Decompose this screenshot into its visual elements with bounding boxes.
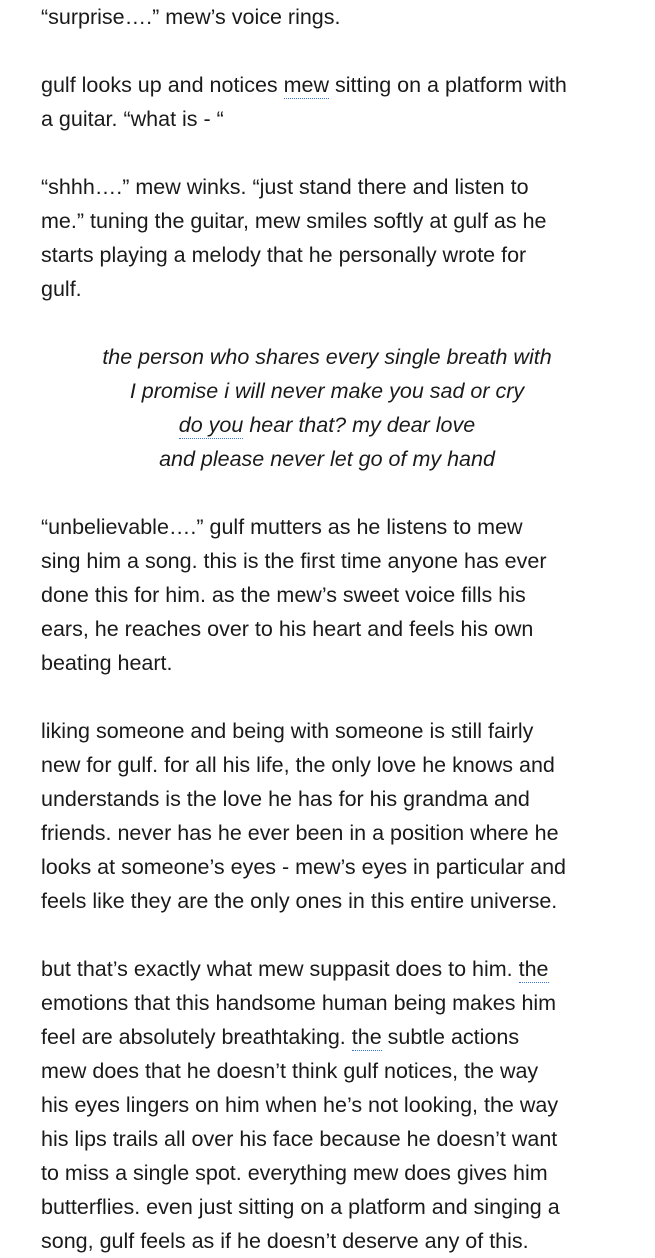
lyric-line: [41, 374, 613, 408]
text-line: [41, 884, 627, 918]
text-line: [41, 816, 627, 850]
text-segment: feel are absolutely breathtaking.: [41, 1025, 352, 1049]
text-segment: done this for him. as the mew’s sweet voice fills his: [41, 583, 526, 607]
text-segment: hear that? my dear love: [243, 413, 476, 437]
text-segment: and please never let go of my hand: [159, 447, 495, 471]
text-segment: subtle actions: [381, 1025, 520, 1049]
text-line: [41, 578, 627, 612]
text-segment: butterflies. even just sitting on a platform and singing a: [41, 1195, 560, 1219]
story-paragraph: [41, 170, 627, 306]
text-segment: the person who shares every single breath with: [102, 345, 552, 369]
text-segment: new for gulf. for all his life, the only love he knows and: [41, 753, 555, 777]
story-paragraph: [41, 68, 627, 136]
text-segment: sitting on a platform with: [329, 73, 567, 97]
text-segment: sing him a song. this is the first time anyone has ever: [41, 549, 547, 573]
text-line: [41, 748, 627, 782]
text-line: [41, 1156, 627, 1190]
text-line: [41, 0, 627, 34]
text-segment: his lips trails all over his face because he doesn’t want: [41, 1127, 558, 1151]
lyric-line: [41, 340, 613, 374]
text-segment: “surprise….” mew’s voice rings.: [41, 5, 341, 29]
underlined-word: the: [518, 957, 549, 981]
text-segment: his eyes lingers on him when he’s not looking, the way: [41, 1093, 559, 1117]
text-line: [41, 204, 627, 238]
text-segment: “unbelievable….” gulf mutters as he listens to mew: [41, 515, 523, 539]
story-paragraph: [41, 952, 627, 1258]
text-segment: starts playing a melody that he personally wrote for: [41, 243, 527, 267]
text-line: [41, 1122, 627, 1156]
text-segment: friends. never has he ever been in a position where he: [41, 821, 559, 845]
text-segment: to miss a single spot. everything mew does gives him: [41, 1161, 548, 1185]
text-line: [41, 1088, 627, 1122]
text-line: [41, 1190, 627, 1224]
story-paragraph: [41, 510, 627, 680]
text-line: [41, 850, 627, 884]
text-line: [41, 170, 627, 204]
text-line: [41, 510, 627, 544]
text-segment: gulf looks up and notices: [41, 73, 284, 97]
song-lyrics: [41, 340, 627, 476]
text-line: [41, 68, 627, 102]
story-paragraph: [41, 0, 627, 34]
text-segment: but that’s exactly what mew suppasit does to him.: [41, 957, 519, 981]
text-line: [41, 952, 627, 986]
text-line: [41, 612, 627, 646]
text-line: [41, 272, 627, 306]
text-segment: ears, he reaches over to his heart and feels his own: [41, 617, 534, 641]
text-segment: understands is the love he has for his grandma and: [41, 787, 530, 811]
text-line: [41, 1054, 627, 1088]
text-segment: feels like they are the only ones in this entire universe.: [41, 889, 558, 913]
text-segment: gulf.: [41, 277, 82, 301]
text-line: [41, 714, 627, 748]
text-line: [41, 1020, 627, 1054]
text-line: [41, 646, 627, 680]
text-line: [41, 544, 627, 578]
underlined-word: do you: [178, 413, 244, 437]
lyric-line: [41, 442, 613, 476]
text-line: [41, 102, 627, 136]
text-segment: liking someone and being with someone is still fairly: [41, 719, 534, 743]
text-segment: emotions that this handsome human being makes him: [41, 991, 557, 1015]
text-line: [41, 238, 627, 272]
story-paragraph: [41, 714, 627, 918]
text-line: [41, 1224, 627, 1258]
text-segment: looks at someone’s eyes - mew’s eyes in particular and: [41, 855, 567, 879]
text-segment: a guitar. “what is - “: [41, 107, 224, 131]
text-segment: song, gulf feels as if he doesn’t deserve any of this.: [41, 1229, 529, 1253]
text-segment: beating heart.: [41, 651, 173, 675]
underlined-word: the: [351, 1025, 382, 1049]
text-segment: I promise i will never make you sad or cry: [129, 379, 525, 403]
text-line: [41, 782, 627, 816]
text-line: [41, 986, 627, 1020]
text-segment: mew does that he doesn’t think gulf notices, the way: [41, 1059, 539, 1083]
underlined-word: mew: [283, 73, 330, 97]
text-segment: me.” tuning the guitar, mew smiles softly at gulf as he: [41, 209, 547, 233]
lyric-line: [41, 408, 613, 442]
text-segment: “shhh….” mew winks. “just stand there and listen to: [41, 175, 529, 199]
